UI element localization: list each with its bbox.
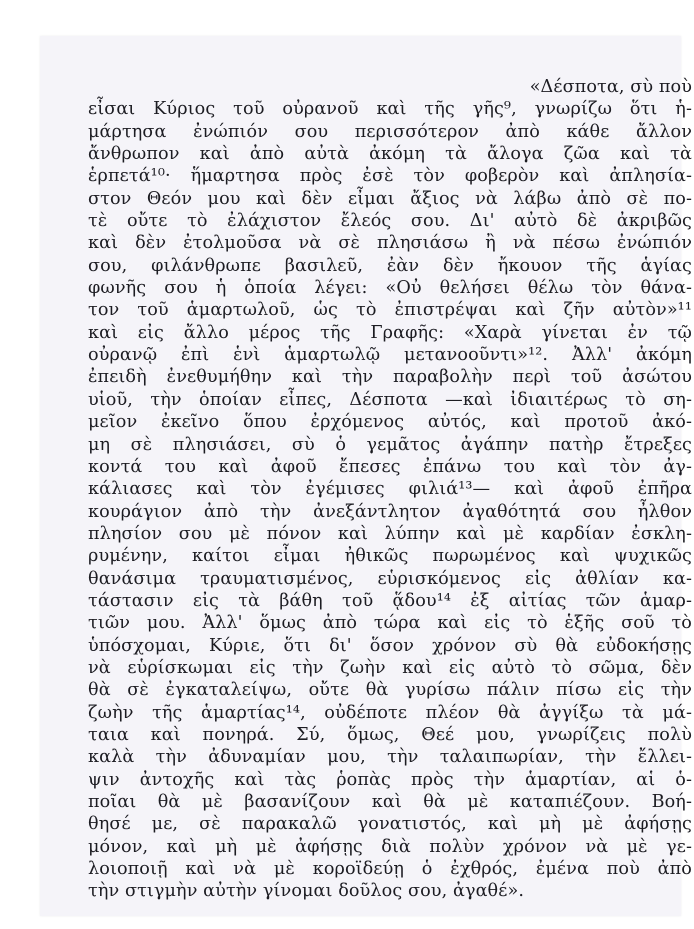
text-line: τὲ οὔτε τὸ ἐλάχιστον ἔλεός σου. Δι' αὐτὸ δὲ ἀκριβῶς bbox=[88, 211, 692, 232]
text-line: τον τοῦ ἁμαρτωλοῦ, ὡς τὸ ἐπιστρέψαι καὶ ζῆν αὐτὸν»¹¹ bbox=[88, 300, 692, 321]
text-line: νὰ εὑρίσκωμαι εἰς τὴν ζωὴν καὶ εἰς αὐτὸ τὸ σῶμα, δὲν bbox=[88, 657, 692, 678]
text-line: ἑρπετά¹⁰· ἥμαρτησα πρὸς ἐσὲ τὸν φοβερὸν καὶ ἀπλησία- bbox=[88, 166, 692, 187]
text-line: λοιοποιῇ καὶ νὰ μὲ κοροϊδεύῃ ὁ ἐχθρός, ἐμένα ποὺ ἀπὸ bbox=[88, 859, 692, 880]
text-line: εἶσαι Κύριος τοῦ οὐρανοῦ καὶ τῆς γῆς⁹, γνωρίζω ὅτι ἡ- bbox=[88, 99, 692, 120]
text-line: φωνῆς σου ἡ ὁποία λέγει: «Οὐ θελήσει θέλω τὸν θάνα- bbox=[88, 278, 692, 299]
text-line: τὴν στιγμὴν αὐτὴν γίνομαι δοῦλος σου, ἀγαθέ». bbox=[88, 881, 525, 902]
text-line: κοντά του καὶ ἀφοῦ ἔπεσες ἐπάνω του καὶ τὸν ἀγ- bbox=[88, 456, 692, 477]
text-line: σου, φιλάνθρωπε βασιλεῦ, ἐὰν δὲν ἤκουον τῆς ἁγίας bbox=[88, 255, 692, 276]
text-line: πλησίον σου μὲ πόνον καὶ λύπην καὶ μὲ καρδίαν ἐσκλη- bbox=[88, 523, 692, 544]
text-line: καὶ εἰς ἄλλο μέρος τῆς Γραφῆς: «Χαρὰ γίνεται ἐν τῷ bbox=[88, 322, 692, 343]
text-line: καλὰ τὴν ἀδυναμίαν μου, τὴν ταλαιπωρίαν, τὴν ἔλλει- bbox=[88, 747, 692, 768]
text-line: μόνον, καὶ μὴ μὲ ἀφήσῃς διὰ πολὺν χρόνον νὰ μὲ γε- bbox=[88, 836, 692, 857]
text-line: ποῖαι θὰ μὲ βασανίζουν καὶ θὰ μὲ καταπιέζουν. Βοή- bbox=[88, 792, 692, 812]
text-line: μεῖον ἐκεῖνο ὅπου ἐρχόμενος αὐτός, καὶ προτοῦ ἀκό- bbox=[88, 412, 692, 433]
text-line: ψιν ἀντοχῆς καὶ τὰς ῥοπὰς πρὸς τὴν ἁμαρτίαν, αἱ ὁ- bbox=[88, 769, 692, 790]
text-line: κάλιασες καὶ τὸν ἐγέμισες φιλιά¹³— καὶ ἀφοῦ ἐπῆρα bbox=[88, 479, 692, 500]
text-line: ρυμένην, καίτοι εἶμαι ἠθικῶς πωρωμένος καὶ ψυχικῶς bbox=[88, 546, 692, 567]
text-line: κουράγιον ἀπὸ τὴν ἀνεξάντλητον ἀγαθότητά σου ἦλθον bbox=[88, 501, 692, 522]
text-line: στον Θεόν μου καὶ δὲν εἶμαι ἄξιος νὰ λάβω ἀπὸ σὲ πο- bbox=[88, 188, 692, 209]
text-line: υἱοῦ, τὴν ὁποίαν εἶπες, Δέσποτα —καὶ ἰδιαιτέρως τὸ ση- bbox=[88, 389, 692, 410]
text-line: τάστασιν εἰς τὰ βάθη τοῦ ᾅδου¹⁴ ἐξ αἰτίας τῶν ἁμαρ- bbox=[88, 590, 692, 611]
text-line: οὐρανῷ ἐπὶ ἑνὶ ἁμαρτωλῷ μετανοοῦντι»¹². Ἀλλ' ἀκόμη bbox=[88, 345, 692, 366]
text-line: μη σὲ πλησιάσει, σὺ ὁ γεμᾶτος ἀγάπην πατὴρ ἔτρεξες bbox=[88, 434, 692, 455]
text-line: «Δέσποτα, σὺ ποὺ bbox=[529, 77, 692, 97]
book-page bbox=[40, 36, 692, 916]
text-line: μάρτησα ἐνώπιόν σου περισσότερον ἀπὸ κάθε ἄλλον bbox=[88, 121, 692, 142]
text-line: τιῶν μου. Ἀλλ' ὅμως ἀπὸ τώρα καὶ εἰς τὸ ἑξῆς σοῦ τὸ bbox=[88, 613, 692, 634]
text-line: ἐπειδὴ ἐνεθυμήθην καὶ τὴν παραβολὴν περὶ τοῦ ἀσώτου bbox=[88, 367, 692, 388]
text-line: θὰ σὲ ἐγκαταλείψω, οὔτε θὰ γυρίσω πάλιν πίσω εἰς τὴν bbox=[88, 680, 692, 701]
text-line: ταια καὶ πονηρά. Σύ, ὅμως, Θεέ μου, γνωρίζεις πολὺ bbox=[88, 724, 692, 745]
text-line: ἄνθρωπον καὶ ἀπὸ αὐτὰ ἀκόμη τὰ ἄλογα ζῶα καὶ τὰ bbox=[88, 144, 692, 165]
text-line: καὶ δὲν ἐτολμοῦσα νὰ σὲ πλησιάσω ἢ νὰ πέσω ἐνώπιόν bbox=[88, 233, 692, 254]
text-line: ὑπόσχομαι, Κύριε, ὅτι δι' ὅσον χρόνον σὺ θὰ εὐδοκήσῃς bbox=[88, 635, 692, 656]
text-line: θανάσιμα τραυματισμένος, εὑρισκόμενος εἰς ἀθλίαν κα- bbox=[88, 568, 692, 589]
text-line: θησέ με, σὲ παρακαλῶ γονατιστός, καὶ μὴ μὲ ἀφήσῃς bbox=[88, 814, 692, 835]
text-line: ζωὴν τῆς ἁμαρτίας¹⁴, οὐδέποτε πλέον θὰ ἀγγίξω τὰ μά- bbox=[88, 702, 692, 723]
body-text bbox=[88, 76, 692, 903]
